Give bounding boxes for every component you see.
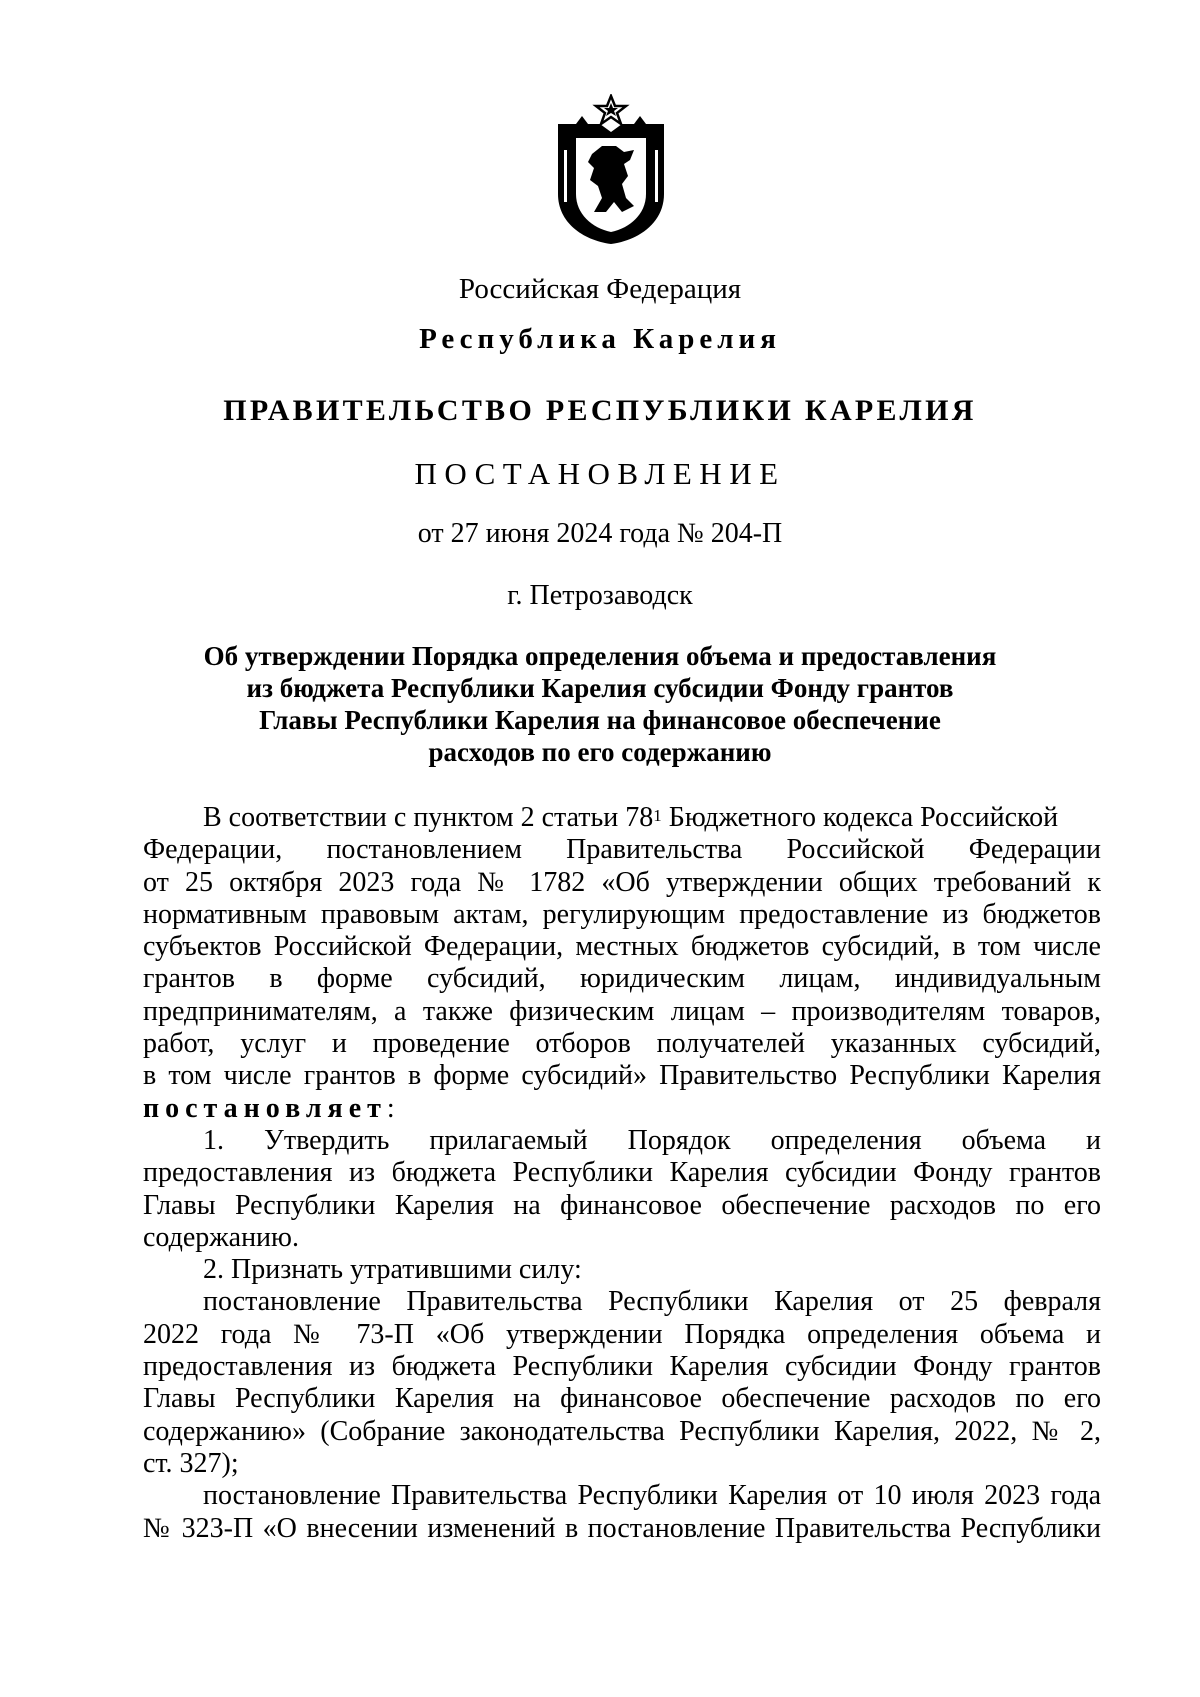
- title-line: из бюджета Республики Карелия субсидии Фонду грантов: [246, 673, 954, 703]
- item1-line: содержанию.: [143, 1221, 299, 1253]
- item2-line: 2022 года № 73-П «Об утверждении Порядка определения объема и: [143, 1318, 1101, 1350]
- government-name: ПРАВИТЕЛЬСТВО РЕСПУБЛИКИ КАРЕЛИЯ: [223, 394, 977, 427]
- text-fragment: Бюджетного кодекса Российской: [661, 802, 1059, 833]
- title-line: Об утверждении Порядка определения объема и предоставления: [203, 641, 997, 671]
- superscript: 1: [653, 806, 662, 825]
- item1-line: предоставления из бюджета Республики Карелия субсидии Фонду грантов: [143, 1157, 1101, 1189]
- preamble-line: нормативным правовым актам, регулирующим предоставление из бюджетов: [143, 898, 1101, 930]
- item2-line: постановление Правительства Республики Карелия от 10 июля 2023 года: [203, 1480, 1101, 1512]
- text-fragment: В соответствии с пунктом 2 статьи 78: [203, 802, 654, 833]
- preamble-line: грантов в форме субсидий, юридическим лицам, индивидуальным: [143, 963, 1101, 995]
- preamble-line: [143, 802, 1101, 834]
- title-line: расходов по его содержанию: [428, 737, 772, 767]
- item2-line: содержанию» (Собрание законодательства Республики Карелия, 2022, № 2,: [143, 1415, 1101, 1447]
- document-body: [143, 802, 1101, 1545]
- date-number: от 27 июня 2024 года № 204-П: [417, 518, 783, 549]
- preamble-line: [143, 1093, 1101, 1125]
- text-fragment: :: [386, 1092, 395, 1124]
- document-title: [0, 640, 1200, 768]
- resolves-word: постановляет: [143, 1092, 387, 1124]
- item2-line: Главы Республики Карелия на финансовое обеспечение расходов по его: [143, 1383, 1101, 1415]
- item2-line: ст. 327);: [143, 1447, 239, 1479]
- coat-of-arms-emblem: [554, 94, 668, 246]
- preamble-line: Федерации, постановлением Правительства Российской Федерации: [143, 834, 1101, 866]
- preamble-line: субъектов Российской Федерации, местных бюджетов субсидий, в том числе: [143, 931, 1101, 963]
- item1-line: 1. Утвердить прилагаемый Порядок определения объема и: [203, 1124, 1101, 1156]
- title-line: Главы Республики Карелия на финансовое обеспечение: [259, 705, 941, 735]
- item2-heading: 2. Признать утратившими силу:: [203, 1254, 582, 1286]
- preamble-line: предпринимателям, а также физическим лицам – производителям товаров,: [143, 995, 1101, 1027]
- document-type: ПОСТАНОВЛЕНИЕ: [414, 456, 786, 491]
- preamble-line: в том числе грантов в форме субсидий» Правительство Республики Карелия: [143, 1060, 1101, 1092]
- city: г. Петрозаводск: [507, 580, 693, 611]
- preamble-line: работ, услуг и проведение отборов получателей указанных субсидий,: [143, 1028, 1101, 1060]
- item2-line: постановление Правительства Республики Карелия от 25 февраля: [203, 1286, 1101, 1318]
- preamble-line: от 25 октября 2023 года № 1782 «Об утверждении общих требований к: [143, 866, 1101, 898]
- item2-line: № 323-П «О внесении изменений в постановление Правительства Республики: [143, 1512, 1101, 1544]
- item2-line: предоставления из бюджета Республики Карелия субсидии Фонду грантов: [143, 1351, 1101, 1383]
- country-name: Российская Федерация: [458, 273, 742, 305]
- republic-name: Республика Карелия: [419, 323, 781, 355]
- item1-line: Главы Республики Карелия на финансовое обеспечение расходов по его: [143, 1189, 1101, 1221]
